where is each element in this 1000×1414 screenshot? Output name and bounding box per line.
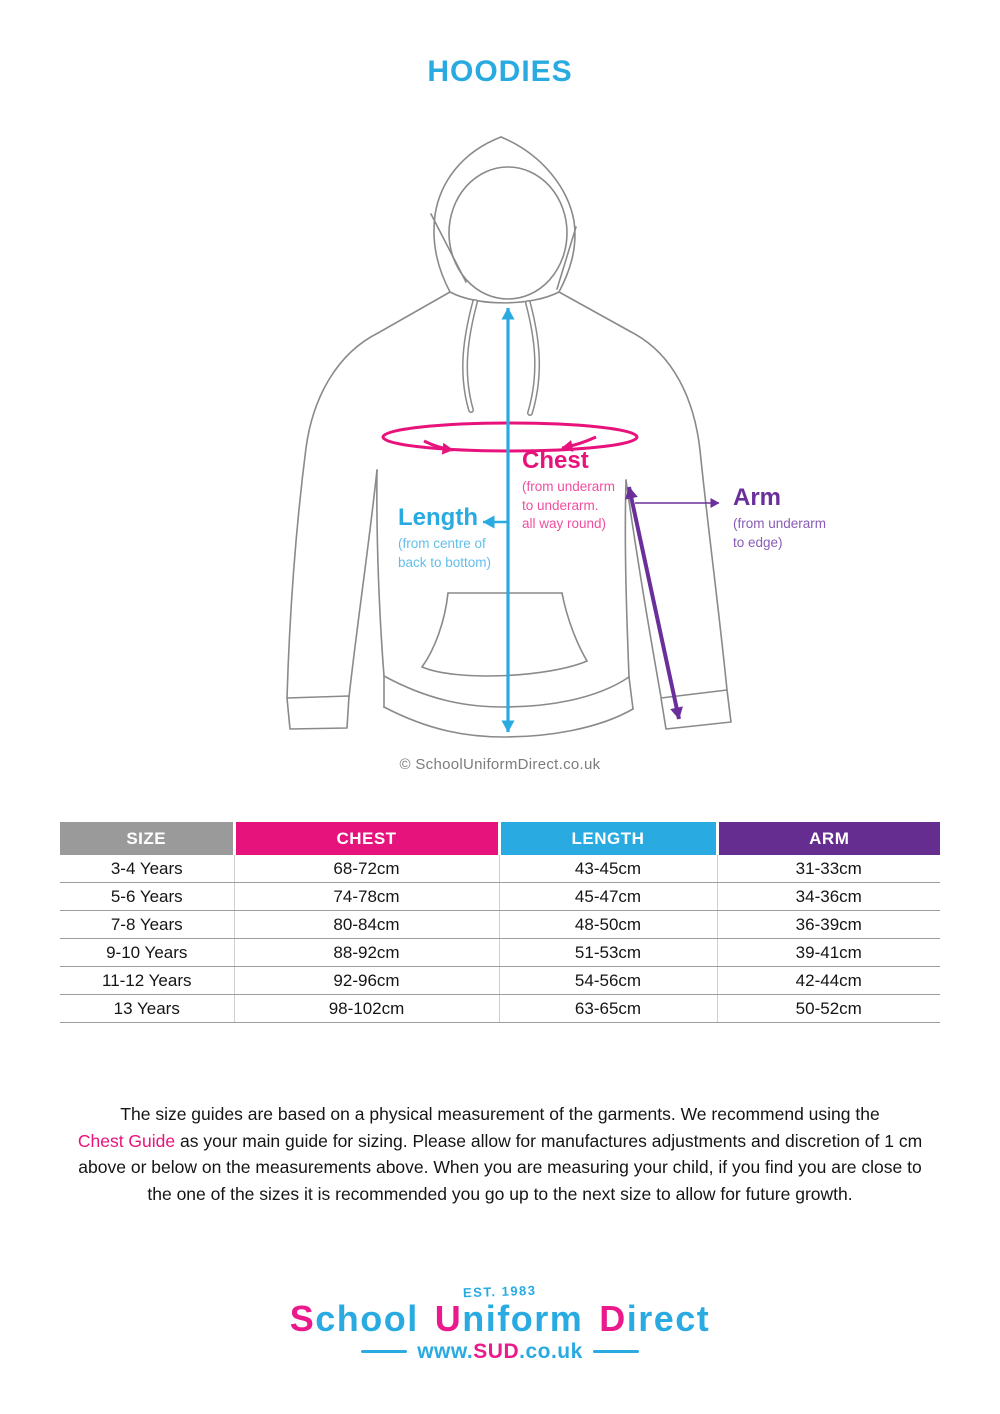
cell-arm: 39-41cm <box>717 939 940 967</box>
cell-chest: 80-84cm <box>234 911 499 939</box>
logo-word-rest: niform <box>462 1298 584 1339</box>
hoodie-line-art <box>0 120 1000 810</box>
arm-label-title: Arm <box>733 484 782 511</box>
chest-sub-line: to underarm. <box>522 497 599 513</box>
cell-chest: 74-78cm <box>234 883 499 911</box>
cell-size: 13 Years <box>60 995 234 1023</box>
length-label-title: Length <box>398 504 478 531</box>
cell-arm: 42-44cm <box>717 967 940 995</box>
length-label-sub <box>398 535 491 572</box>
cell-size: 11-12 Years <box>60 967 234 995</box>
note-line <box>40 1128 960 1155</box>
chest-sub-line: (from underarm <box>522 479 616 494</box>
logo-word-school <box>290 1298 419 1339</box>
arm-sub-line: to edge) <box>733 534 783 550</box>
size-table-header-row <box>60 822 940 855</box>
chest-guide-highlight: Chest Guide <box>77 1130 176 1151</box>
chest-measure-ellipse <box>383 423 637 451</box>
cell-size: 5-6 Years <box>60 883 234 911</box>
cell-arm: 36-39cm <box>717 911 940 939</box>
cell-size: 9-10 Years <box>60 939 234 967</box>
cell-length: 45-47cm <box>499 883 717 911</box>
table-row <box>60 939 940 967</box>
note-line: The size guides are based on a physical measurement of the garments. We recommend using the <box>120 1104 880 1124</box>
cell-chest: 88-92cm <box>234 939 499 967</box>
chest-label <box>522 449 615 534</box>
logo-word-direct <box>599 1298 710 1339</box>
header-chest: CHEST <box>234 822 499 855</box>
url-www: www. <box>417 1339 474 1363</box>
logo-initial: S <box>289 1298 316 1339</box>
cell-length: 43-45cm <box>499 855 717 883</box>
logo-wordmark <box>282 1299 719 1339</box>
url-left-rule <box>361 1350 407 1353</box>
logo-word-rest: irect <box>626 1298 711 1339</box>
logo-est-1983: EST. 1983 <box>463 1282 537 1301</box>
arm-measure-arrow <box>629 487 719 719</box>
arm-label <box>733 486 826 552</box>
size-table <box>60 822 940 1023</box>
chest-label-title: Chest <box>522 447 589 474</box>
brand-logo <box>0 1284 1000 1364</box>
cell-length: 54-56cm <box>499 967 717 995</box>
cell-chest: 92-96cm <box>234 967 499 995</box>
logo-word-rest: chool <box>315 1298 419 1339</box>
table-row <box>60 967 940 995</box>
cell-arm: 34-36cm <box>717 883 940 911</box>
hoodie-diagram-area <box>0 120 1000 810</box>
length-sub-line: (from centre of <box>398 536 486 551</box>
logo-url-text <box>417 1340 583 1364</box>
cell-chest: 68-72cm <box>234 855 499 883</box>
cell-size: 3-4 Years <box>60 855 234 883</box>
logo-url-line <box>361 1340 639 1364</box>
table-row <box>60 995 940 1023</box>
sizing-note <box>40 1101 960 1207</box>
header-size: SIZE <box>60 822 234 855</box>
logo-initial: D <box>599 1298 627 1339</box>
note-line: the one of the sizes it is recommended you go up to the next size to allow for future growth. <box>147 1183 853 1204</box>
note-line: above or below on the measurements above. When you are measuring your child, if you find you are close to <box>78 1157 922 1177</box>
chest-sub-line: all way round) <box>522 516 607 531</box>
note-line-rest: as your main guide for sizing. Please allow for manufactures adjustments and discretion of 1 cm <box>175 1130 923 1151</box>
table-row <box>60 911 940 939</box>
page-title: HOODIES <box>427 55 573 88</box>
copyright-text: © SchoolUniformDirect.co.uk <box>399 756 601 773</box>
header-length: LENGTH <box>499 822 717 855</box>
url-couk: .co.uk <box>519 1339 583 1363</box>
cell-length: 63-65cm <box>499 995 717 1023</box>
length-sub-line: back to bottom) <box>398 554 492 570</box>
logo-initial: U <box>434 1298 463 1339</box>
table-row <box>60 855 940 883</box>
table-row <box>60 883 940 911</box>
header-arm: ARM <box>717 822 940 855</box>
url-right-rule <box>593 1350 639 1353</box>
logo-word-uniform <box>435 1298 584 1339</box>
cell-size: 7-8 Years <box>60 911 234 939</box>
cell-length: 51-53cm <box>499 939 717 967</box>
arm-sub-line: (from underarm <box>733 516 827 531</box>
cell-chest: 98-102cm <box>234 995 499 1023</box>
chest-label-sub <box>522 478 615 534</box>
cell-arm: 31-33cm <box>717 855 940 883</box>
length-label <box>398 506 491 572</box>
cell-length: 48-50cm <box>499 911 717 939</box>
arm-label-sub <box>733 515 826 552</box>
url-sud: SUD <box>473 1339 520 1363</box>
hood-drawstrings <box>465 302 537 413</box>
cell-arm: 50-52cm <box>717 995 940 1023</box>
